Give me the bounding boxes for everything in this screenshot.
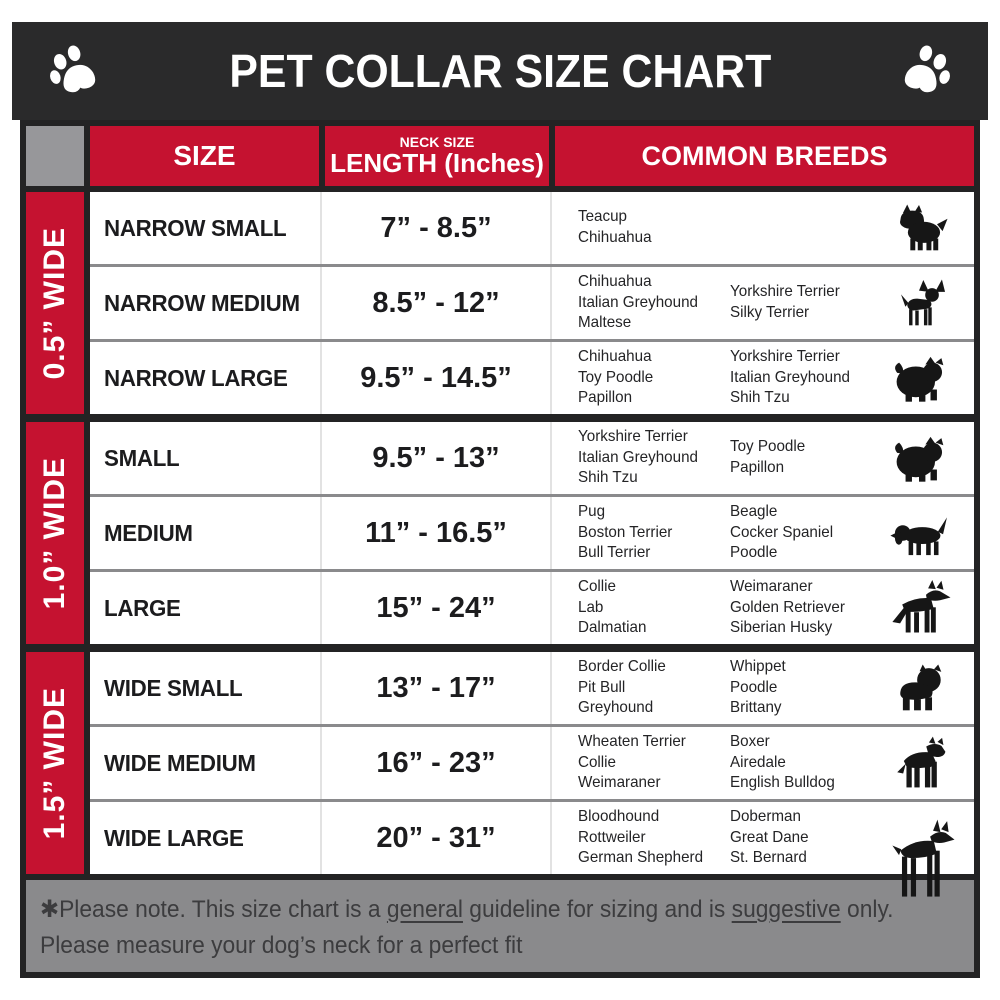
beagle-icon <box>876 497 962 569</box>
breeds-column-2: Doberman Great Dane St. Bernard <box>730 807 809 867</box>
group-rows <box>90 192 974 414</box>
footer-line-1 <box>40 892 914 928</box>
paw-icon <box>46 42 102 100</box>
size-cell: WIDE LARGE <box>90 802 322 874</box>
bulldog-icon <box>876 652 962 724</box>
yorkie-icon <box>876 192 962 264</box>
pekingese-icon <box>876 422 962 494</box>
size-cell: LARGE <box>90 572 322 644</box>
breeds-cell <box>552 572 974 644</box>
group-rows <box>90 422 974 644</box>
breeds-column-2: Yorkshire Terrier Italian Greyhound Shih Tzu <box>730 347 850 407</box>
breeds-cell <box>552 192 974 264</box>
footer-text: guideline for sizing and is <box>462 896 732 923</box>
width-group <box>26 192 974 414</box>
neck-length-cell: 7” - 8.5” <box>322 192 552 264</box>
size-cell: WIDE SMALL <box>90 652 322 724</box>
width-band-label: 1.5” WIDE <box>38 686 71 840</box>
breeds-column-2: Beagle Cocker Spaniel Poodle <box>730 502 834 562</box>
breeds-column-2: Boxer Airedale English Bulldog <box>730 732 835 792</box>
header-neck-size-label: NECK SIZE <box>399 134 475 150</box>
breeds-column-2: Whippet Poodle Brittany <box>730 657 786 717</box>
shepherd-icon <box>876 572 962 644</box>
breeds-column-1: Border Collie Pit Bull Greyhound <box>578 657 666 717</box>
neck-length-cell: 9.5” - 14.5” <box>322 342 552 414</box>
table-body <box>26 192 974 874</box>
footer-note <box>26 880 974 972</box>
size-cell: MEDIUM <box>90 497 322 569</box>
doberman-icon <box>876 802 962 874</box>
width-group <box>26 652 974 874</box>
page-title: PET COLLAR SIZE CHART <box>229 45 771 97</box>
table-row <box>90 264 974 339</box>
width-band <box>26 652 84 874</box>
neck-length-cell: 11” - 16.5” <box>322 497 552 569</box>
breeds-column-1: Teacup Chihuahua <box>578 208 652 246</box>
table-row <box>90 652 974 724</box>
table-row <box>90 422 974 494</box>
breeds-cell <box>552 497 974 569</box>
breeds-column-1: Collie Lab Dalmatian <box>578 577 647 637</box>
pitbull-icon <box>876 727 962 799</box>
breeds-cell <box>552 652 974 724</box>
breeds-column-2: Weimaraner Golden Retriever Siberian Husky <box>730 577 845 637</box>
width-band-label: 1.0” WIDE <box>38 456 71 610</box>
footer-underlined-word: suggestive <box>731 896 841 923</box>
header-length-label: LENGTH (Inches) <box>330 147 544 178</box>
paw-icon <box>898 42 954 100</box>
width-band-label: 0.5” WIDE <box>38 226 71 380</box>
neck-length-cell: 16” - 23” <box>322 727 552 799</box>
table-row <box>90 724 974 799</box>
breeds-column-2: Toy Poodle Papillon <box>730 438 806 476</box>
size-cell: SMALL <box>90 422 322 494</box>
size-cell: NARROW LARGE <box>90 342 322 414</box>
footer-text: only. <box>840 896 894 923</box>
footer-underlined-word: general <box>386 896 463 923</box>
neck-length-cell: 20” - 31” <box>322 802 552 874</box>
breeds-cell <box>552 802 974 874</box>
breeds-column-1: Bloodhound Rottweiler German Shepherd <box>578 807 704 867</box>
breeds-column-2: Yorkshire Terrier Silky Terrier <box>730 283 840 321</box>
header-size: SIZE <box>90 126 319 186</box>
breeds-column-1: Chihuahua Toy Poodle Papillon <box>578 347 654 407</box>
header-neck-length <box>325 126 549 186</box>
table-row <box>90 192 974 264</box>
size-cell: WIDE MEDIUM <box>90 727 322 799</box>
corner-block <box>26 126 84 186</box>
width-group <box>26 422 974 644</box>
size-chart-table <box>20 120 980 978</box>
breeds-column-1: Wheaten Terrier Collie Weimaraner <box>578 732 686 792</box>
breeds-column-1: Yorkshire Terrier Italian Greyhound Shih Tzu <box>578 427 698 487</box>
width-band <box>26 422 84 644</box>
breeds-column-1: Pug Boston Terrier Bull Terrier <box>578 502 673 562</box>
size-cell: NARROW SMALL <box>90 192 322 264</box>
title-bar <box>12 22 988 120</box>
neck-length-cell: 13” - 17” <box>322 652 552 724</box>
table-row <box>90 799 974 874</box>
breeds-cell <box>552 342 974 414</box>
size-cell: NARROW MEDIUM <box>90 267 322 339</box>
table-row <box>90 569 974 644</box>
breeds-cell <box>552 267 974 339</box>
neck-length-cell: 8.5” - 12” <box>322 267 552 339</box>
footer-text: ✱Please note. This size chart is a <box>40 896 387 923</box>
neck-length-cell: 9.5” - 13” <box>322 422 552 494</box>
table-row <box>90 494 974 569</box>
footer-line-2: Please measure your dog’s neck for a perfect fit <box>40 932 523 959</box>
table-header-row <box>26 126 974 186</box>
breeds-column-1: Chihuahua Italian Greyhound Maltese <box>578 272 698 332</box>
chihuahua-icon <box>876 267 962 339</box>
neck-length-cell: 15” - 24” <box>322 572 552 644</box>
table-row <box>90 339 974 414</box>
breeds-cell <box>552 727 974 799</box>
breeds-cell <box>552 422 974 494</box>
width-band <box>26 192 84 414</box>
header-common-breeds: COMMON BREEDS <box>555 126 974 186</box>
pekingese-icon <box>876 342 962 414</box>
group-rows <box>90 652 974 874</box>
